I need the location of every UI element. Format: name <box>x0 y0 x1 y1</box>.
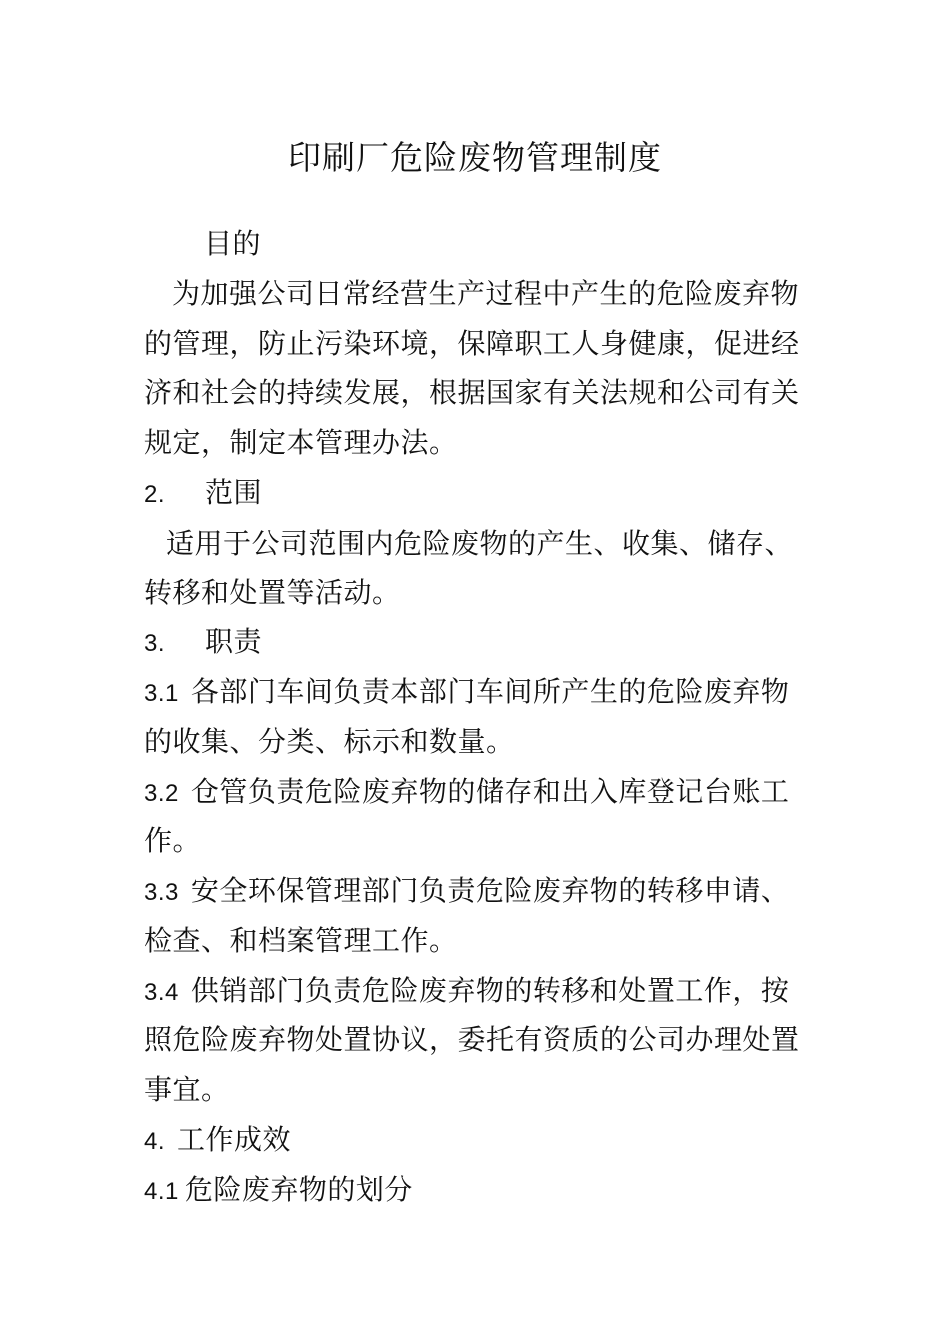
clause-3-1 <box>144 672 789 714</box>
line-text: 的管理，防止污染环境，保障职工人身健康，促进经 <box>144 327 800 360</box>
line-text: 事宜。 <box>144 1073 230 1106</box>
section-heading-purpose <box>204 224 261 264</box>
line-text: 各部门车间负责本部门车间所产生的危险废弃物 <box>190 675 790 708</box>
paragraph-line <box>144 573 401 613</box>
section-heading-work <box>144 1120 291 1162</box>
paragraph-line <box>166 524 793 564</box>
line-text: 照危险废弃物处置协议，委托有资质的公司办理处置 <box>144 1023 800 1056</box>
clause-3-2 <box>144 772 789 814</box>
section-number: 3. <box>144 630 166 657</box>
clause-number: 3.1 <box>144 680 179 707</box>
clause-3-3 <box>144 871 789 913</box>
line-text: 转移和处置等活动。 <box>144 576 401 609</box>
line-text: 供销部门负责危险废弃物的转移和处置工作，按 <box>190 974 790 1007</box>
paragraph-line <box>144 821 201 861</box>
clause-3-4 <box>144 971 789 1013</box>
line-text: 职责 <box>205 625 263 658</box>
line-text: 危险废弃物的划分 <box>184 1173 413 1206</box>
line-text: 为加强公司日常经营生产过程中产生的危险废弃物 <box>172 277 800 310</box>
paragraph-line <box>144 722 515 762</box>
section-heading-scope <box>144 473 262 515</box>
line-text: 工作成效 <box>177 1123 292 1156</box>
clause-number: 4.1 <box>144 1178 179 1205</box>
clause-number: 3.3 <box>144 879 179 906</box>
paragraph-line <box>172 274 799 314</box>
section-heading-duties <box>144 622 262 664</box>
paragraph-line <box>144 1020 800 1060</box>
paragraph-line <box>144 373 800 413</box>
paragraph-line <box>144 423 458 463</box>
clause-4-1 <box>144 1170 413 1212</box>
line-text: 安全环保管理部门负责危险废弃物的转移申请、 <box>190 874 790 907</box>
line-text: 规定，制定本管理办法。 <box>144 426 458 459</box>
line-text: 济和社会的持续发展，根据国家有关法规和公司有关 <box>144 376 800 409</box>
document-title: 印刷厂危险废物管理制度 <box>288 138 662 177</box>
section-number: 4. <box>144 1128 166 1155</box>
line-text: 仓管负责危险废弃物的储存和出入库登记台账工 <box>190 775 790 808</box>
line-text: 范围 <box>205 476 263 509</box>
line-text: 作。 <box>144 824 202 857</box>
clause-number: 3.2 <box>144 780 179 807</box>
line-text: 的收集、分类、标示和数量。 <box>144 725 515 758</box>
paragraph-line <box>144 1070 230 1110</box>
line-text: 适用于公司范围内危险废物的产生、收集、储存、 <box>166 527 794 560</box>
paragraph-line <box>144 324 800 364</box>
paragraph-line <box>144 921 458 961</box>
line-text: 检查、和档案管理工作。 <box>144 924 458 957</box>
line-text: 目的 <box>204 227 262 260</box>
clause-number: 3.4 <box>144 979 179 1006</box>
section-number: 2. <box>144 481 166 508</box>
